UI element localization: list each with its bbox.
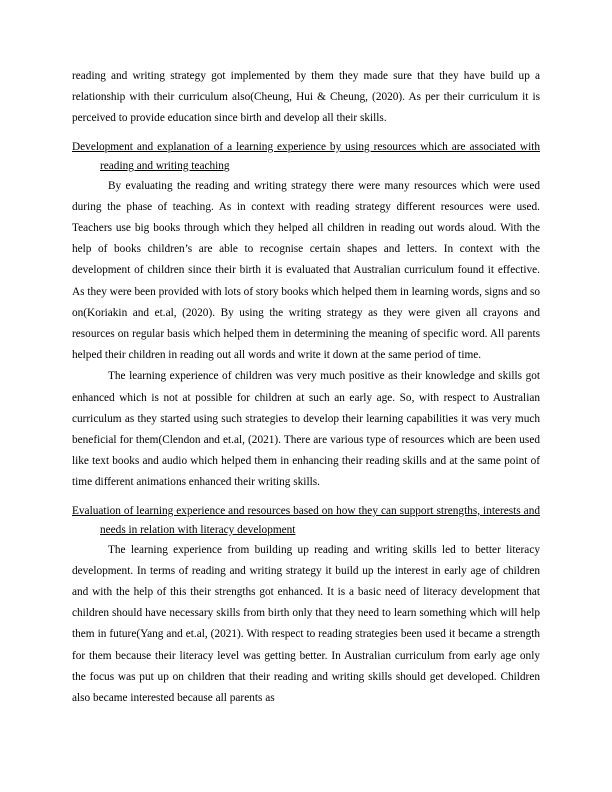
section-heading-evaluation: Evaluation of learning experience and resources based on how they can support strengths, interests and needs in relation with literacy development [72,504,540,536]
section-heading-development: Development and explanation of a learning experience by using resources which are associated with reading and writing teaching [72,140,540,172]
body-paragraph: The learning experience of children was very much positive as their knowledge and skills got enhanced which is not at possible for children at such an early age. So, with respect to Australian curriculum as they started using such strategies to develop their learning capabilities it was very much beneficial for them(Clendon and et.al, (2021). There are various type of resources which are been used like text books and audio which helped them in enhancing their reading skills and at the same point of time different animations enhanced their writing skills. [72,370,540,489]
document-page [72,66,540,709]
intro-paragraph: reading and writing strategy got implemented by them they made sure that they have build up a relationship with their curriculum also(Cheung, Hui & Cheung, (2020). As per their curriculum it is perceived to provide education since birth and develop all their skills. [72,70,540,125]
body-paragraph: By evaluating the reading and writing strategy there were many resources which were used during the phase of teaching. As in context with reading strategy different resources were used. Teachers use big books through which they helped all children in reading out words aloud. With the help of books children’s are able to recognise certain shapes and letters. In context with the development of children since their birth it is evaluated that Australian curriculum found it effective. As they were been provided with lots of story books which helped them in learning words, signs and so on(Koriakin and et.al, (2020). By using the writing strategy as they were given all crayons and resources on regular basis which helped them in determining the meaning of specific word. All parents helped their children in reading out all words and write it down at the same period of time. [72,179,540,362]
body-paragraph: The learning experience from building up reading and writing skills led to better literacy development. In terms of reading and writing strategy it build up the interest in early age of children and with the help of this their strengths got enhanced. It is a basic need of literacy development that children should have necessary skills from birth only that they need to learn something which will help them in future(Yang and et.al, (2021). With respect to reading strategies been used it became a strength for them because their literacy level was getting better. In Australian curriculum from early age only the focus was put up on children that their reading and writing skills should get developed. Children also became interested because all parents as [72,543,540,705]
